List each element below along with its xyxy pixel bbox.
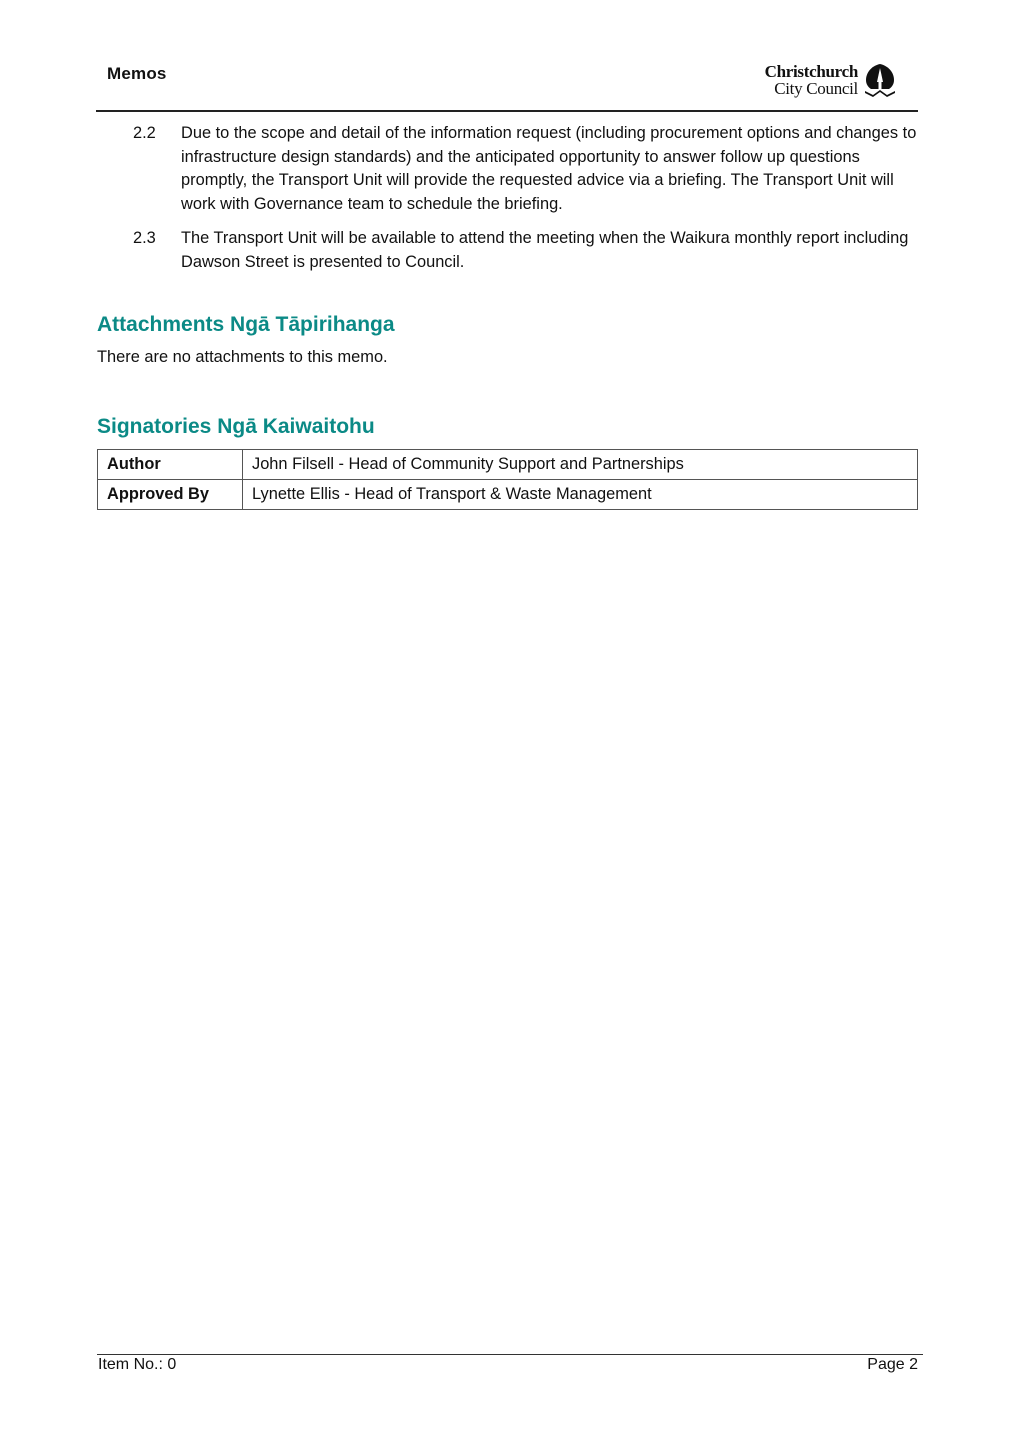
page-header [96,58,918,112]
numbered-paragraph-2-2 [133,122,923,217]
footer-page-number: Page 2 [867,1356,918,1373]
footer-item-number: Item No.: 0 [98,1356,177,1373]
page-footer [97,1354,923,1373]
council-logo [765,62,898,98]
logo-text [765,63,858,97]
header-title: Memos [107,64,167,83]
paragraph-number: 2.2 [133,124,156,142]
attachments-text: There are no attachments to this memo. [97,348,388,366]
attachments-heading: Attachments Ngā Tāpirihanga [97,313,395,336]
logo-line1: Christchurch [764,62,858,81]
table-row [98,480,918,510]
logo-line2: City Council [774,79,858,98]
signatory-value: John Filsell - Head of Community Support and Partnerships [243,450,918,480]
signatories-heading: Signatories Ngā Kaiwaitohu [97,415,375,438]
signatories-table [97,449,918,510]
table-row [98,450,918,480]
council-emblem-icon [862,62,898,98]
paragraph-number: 2.3 [133,229,156,247]
numbered-paragraph-2-3 [133,227,923,274]
signatory-value: Lynette Ellis - Head of Transport & Waste Management [243,480,918,510]
paragraph-text: Due to the scope and detail of the information request (including procurement options and changes to infrastructure design standards) and the anticipated opportunity to answer follow up questions promptly, the Transport Unit will provide the requested advice via a briefing. The Transport Unit will work with Governance team to schedule the briefing. [181,124,917,214]
paragraph-text: The Transport Unit will be available to attend the meeting when the Waikura monthly report including Dawson Street is presented to Council. [181,229,909,271]
signatory-label: Author [98,450,243,480]
signatory-label: Approved By [98,480,243,510]
